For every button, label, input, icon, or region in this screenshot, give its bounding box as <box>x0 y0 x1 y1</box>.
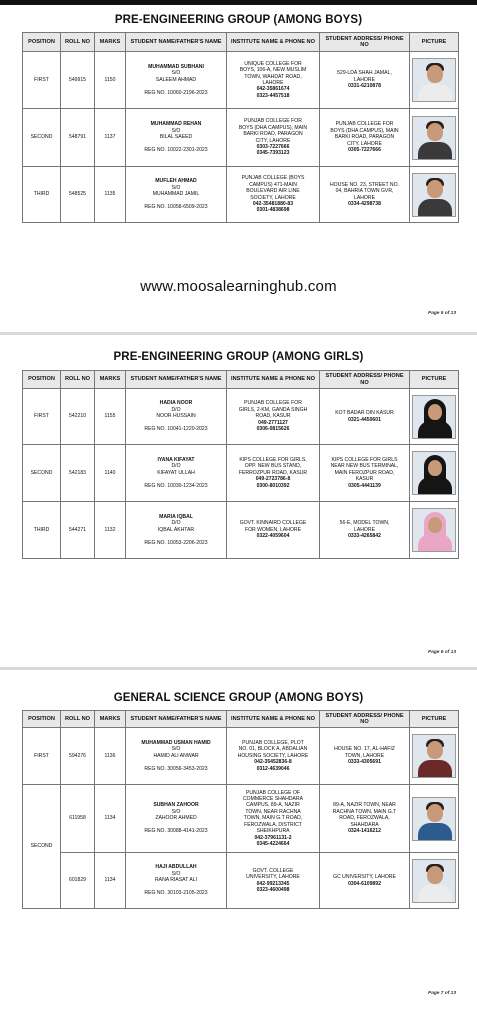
page-pre-engineering-boys <box>0 5 477 332</box>
institute-line: FEROZWALA, DISTRICT <box>244 821 302 828</box>
page-number: Page 6 of 13 <box>428 650 456 655</box>
page-number: Page 7 of 13 <box>428 991 456 996</box>
table-row <box>23 52 459 109</box>
registration-no: REG NO. 10041-1220-2023 <box>144 426 208 433</box>
address-line: MAIN FEROZPUR ROAD, <box>334 469 395 476</box>
picture-cell <box>410 109 459 167</box>
institute-line: BOULEVARD AIR LINE <box>246 188 300 195</box>
section-title: GENERAL SCIENCE GROUP (AMONG BOYS) <box>113 692 364 704</box>
student-photo <box>412 173 456 217</box>
institute-line: COMMERCE SHAHDARA <box>243 796 303 803</box>
position-cell: THIRD <box>23 502 61 559</box>
institute-line: SOCIETY, LAHORE <box>250 194 296 201</box>
roll-cell: 601829 <box>61 853 95 909</box>
header-roll-no: ROLL NO <box>61 33 95 52</box>
table-row <box>23 445 459 502</box>
student-cell <box>126 109 227 167</box>
relation: S/O <box>171 870 181 877</box>
position-cell: FIRST <box>23 728 61 785</box>
position-cell: THIRD <box>23 167 61 223</box>
institute-phone: 0322-4059604 <box>256 533 290 540</box>
header-marks: MARKS <box>95 711 126 728</box>
relation: S/O <box>171 184 181 191</box>
roll-cell: 548525 <box>61 167 95 223</box>
father-name: RANA RIASAT ALI <box>155 877 197 883</box>
institute-phone: 049-2723786-8 <box>255 476 291 483</box>
marks-cell: 1155 <box>95 389 126 445</box>
institute-line: PUNJAB COLLEGE FOR <box>244 400 302 407</box>
student-phone: 0331-6210878 <box>348 83 381 90</box>
institute-phone: 042-35861674 <box>256 86 290 93</box>
table-header-row <box>23 33 459 52</box>
header-picture: PICTURE <box>410 33 459 52</box>
position-cell: SECOND <box>23 785 61 909</box>
results-table <box>22 710 459 909</box>
relation: S/O <box>171 70 181 77</box>
relation: D/O <box>171 463 181 470</box>
address-line: 89-A, NAZIR TOWN, NEAR <box>333 802 396 809</box>
institute-cell <box>227 389 320 445</box>
registration-no: REG NO. 10022-2301-2023 <box>144 147 208 154</box>
institute-line: FOR WOMEN, LAHORE <box>244 526 302 533</box>
institute-line: KIPS COLLEGE FOR GIRLS, <box>239 456 307 463</box>
student-cell <box>126 728 227 785</box>
table-row <box>23 785 459 853</box>
page-pre-engineering-girls <box>0 335 477 667</box>
registration-no: REG NO. 10058-6509-2023 <box>144 204 208 211</box>
student-phone: 0305-4441139 <box>348 482 381 489</box>
position-cell: FIRST <box>23 389 61 445</box>
marks-cell: 1140 <box>95 445 126 502</box>
father-name: SALEEM AHMAD <box>155 76 197 83</box>
picture-cell <box>410 502 459 559</box>
marks-cell: 1135 <box>95 167 126 223</box>
address-line: GC UNIVERSITY, LAHORE <box>333 874 396 881</box>
registration-no: REG NO. 10060-2196-2023 <box>144 89 208 96</box>
institute-phone: 042-99213345 <box>256 880 290 887</box>
institute-cell <box>227 502 320 559</box>
table-row <box>23 389 459 445</box>
institute-line: BARKI ROAD, PARAGON <box>243 131 303 138</box>
table-row <box>23 728 459 785</box>
table-header-row <box>23 371 459 389</box>
page-general-science-boys <box>0 670 477 1024</box>
institute-line: CAMPUS, 89-A, NAZIR <box>246 802 300 809</box>
address-line: RACHNA TOWN, MAIN G.T <box>332 808 397 815</box>
roll-cell: 548791 <box>61 109 95 167</box>
student-name: MARIA IQBAL <box>159 513 193 520</box>
roll-cell: 594276 <box>61 728 95 785</box>
institute-line: OPP. NEW BUS STAND, <box>244 463 302 470</box>
institute-line: HOUSING SOCIETY, LAHORE <box>237 752 309 759</box>
father-name: ZAHOOR AHMED <box>155 815 197 821</box>
student-photo <box>412 395 456 439</box>
marks-cell: 1134 <box>95 785 126 853</box>
position-cell: FIRST <box>23 52 61 109</box>
address-line: HOUSE NO. 17, AL-HAFIZ <box>334 746 395 753</box>
position-cell: SECOND <box>23 445 61 502</box>
institute-phone: 042-37961131-2 <box>254 834 292 841</box>
address-line: NEAR NEW BUS TERMINAL, <box>330 463 399 470</box>
institute-cell <box>227 167 320 223</box>
address-line: KASUR <box>355 476 374 483</box>
header-address: STUDENT ADDRESS/ PHONE NO <box>320 711 410 728</box>
institute-phone: 0323-4600498 <box>256 886 290 893</box>
student-photo <box>412 58 456 102</box>
institute-line: CAMPUS) 471-MAIN <box>249 181 297 188</box>
institute-line: PUNJAB COLLEGE, PLOT <box>242 739 304 746</box>
student-photo <box>412 859 456 903</box>
roll-cell: 549915 <box>61 52 95 109</box>
marks-cell: 1134 <box>95 853 126 909</box>
student-photo <box>412 451 456 495</box>
header-address: STUDENT ADDRESS/ PHONE NO <box>320 371 410 389</box>
relation: D/O <box>171 520 181 527</box>
address-line: LAHORE <box>354 526 375 533</box>
student-photo <box>412 797 456 841</box>
institute-cell <box>227 109 320 167</box>
student-phone: 0321-4450601 <box>348 416 381 423</box>
roll-cell: 544271 <box>61 502 95 559</box>
father-name: MUHAMMAD JAMIL <box>152 191 200 197</box>
header-position: POSITION <box>23 33 61 52</box>
institute-line: TOWN, MAIN G.T ROAD, <box>243 815 303 822</box>
address-cell <box>320 109 410 167</box>
results-table <box>22 370 459 559</box>
father-name: NOOR HUSSAIN <box>156 413 196 419</box>
website-url: www.moosalearninghub.com <box>140 278 337 295</box>
roll-cell: 542183 <box>61 445 95 502</box>
address-line: 529-LDA SHAH JAMAL, <box>337 70 392 77</box>
header-student-name: STUDENT NAME/FATHER'S NAME <box>126 33 227 52</box>
section-title: PRE-ENGINEERING GROUP (AMONG BOYS) <box>114 14 363 26</box>
address-line: 56-E, MODEL TOWN, <box>339 520 390 527</box>
student-phone: 0333-4265842 <box>348 533 381 540</box>
registration-no: REG NO. 30088-4141-2023 <box>144 828 208 835</box>
student-name: IYANA KIFAYAT <box>157 456 195 463</box>
address-line: 04, BAHRIA TOWN GVR, <box>335 188 394 195</box>
student-phone: 0304-6109892 <box>348 880 381 887</box>
page-number: Page 5 of 13 <box>428 311 456 316</box>
institute-phone: 0303-7227666 <box>256 143 290 150</box>
father-name: IQBAL AKHTAR <box>157 526 195 533</box>
institute-phone: 0323-4457518 <box>256 92 290 99</box>
position-cell: SECOND <box>23 109 61 167</box>
roll-cell: 611958 <box>61 785 95 853</box>
institute-cell <box>227 728 320 785</box>
picture-cell <box>410 785 459 853</box>
student-phone: 0324-1416212 <box>348 828 381 835</box>
institute-phone: 0345-4224664 <box>256 840 290 847</box>
institute-cell <box>227 853 320 909</box>
institute-line: UNIQUE COLLEGE FOR <box>244 60 302 67</box>
address-cell <box>320 445 410 502</box>
student-photo <box>412 116 456 160</box>
section-title: PRE-ENGINEERING GROUP (AMONG GIRLS) <box>113 351 364 363</box>
header-marks: MARKS <box>95 371 126 389</box>
address-cell <box>320 502 410 559</box>
institute-line: PUNJAB COLLEGE OF <box>245 789 301 796</box>
header-picture: PICTURE <box>410 711 459 728</box>
header-picture: PICTURE <box>410 371 459 389</box>
registration-no: REG NO. 10053-2206-2023 <box>144 539 208 546</box>
student-cell <box>126 502 227 559</box>
student-cell <box>126 52 227 109</box>
student-phone: 0334-4298738 <box>348 200 381 207</box>
address-line: CITY, LAHORE <box>347 140 382 147</box>
picture-cell <box>410 389 459 445</box>
father-name: BILAL SAEED <box>159 134 193 140</box>
marks-cell: 1132 <box>95 502 126 559</box>
student-name: SUBHAN ZAHOOR <box>153 802 199 809</box>
institute-phone: 042-35481880-83 <box>252 200 294 207</box>
relation: S/O <box>171 127 181 134</box>
student-name: HADIA NOOR <box>159 400 193 407</box>
relation: S/O <box>171 808 181 815</box>
header-position: POSITION <box>23 711 61 728</box>
institute-phone: 0306-0815626 <box>256 426 290 433</box>
address-cell <box>320 52 410 109</box>
picture-cell <box>410 52 459 109</box>
student-cell <box>126 167 227 223</box>
student-cell <box>126 853 227 909</box>
student-name: MUHAMMAD USMAN HAMID <box>141 739 211 746</box>
picture-cell <box>410 853 459 909</box>
institute-phone: 0300-8010392 <box>256 482 290 489</box>
header-position: POSITION <box>23 371 61 389</box>
results-table <box>22 32 459 223</box>
address-cell <box>320 853 410 909</box>
student-name: MUHAMMAD REHAN <box>150 121 202 128</box>
picture-cell <box>410 728 459 785</box>
address-line: TOWN, LAHORE <box>344 752 385 759</box>
table-row <box>23 853 459 909</box>
header-address: STUDENT ADDRESS/ PHONE NO <box>320 33 410 52</box>
header-institute: INSTITUTE NAME & PHONE NO <box>227 33 320 52</box>
table-header-row <box>23 711 459 728</box>
institute-phone: 0345-7393123 <box>256 150 290 157</box>
student-cell <box>126 785 227 853</box>
institute-line: LAHORE <box>262 80 284 86</box>
address-cell <box>320 389 410 445</box>
address-line: ROAD, FEROZWALA, <box>339 815 390 822</box>
registration-no: REG NO. 30056-3453-2023 <box>144 765 208 772</box>
student-cell <box>126 445 227 502</box>
marks-cell: 1150 <box>95 52 126 109</box>
marks-cell: 1137 <box>95 109 126 167</box>
address-cell <box>320 785 410 853</box>
address-line: LAHORE <box>354 76 375 83</box>
table-row <box>23 109 459 167</box>
header-student-name: STUDENT NAME/FATHER'S NAME <box>126 711 227 728</box>
institute-cell <box>227 785 320 853</box>
student-photo <box>412 508 456 552</box>
address-line: SHAHDARA <box>350 821 379 828</box>
header-student-name: STUDENT NAME/FATHER'S NAME <box>126 371 227 389</box>
father-name: HAMID ALI ANWAR <box>153 752 199 759</box>
institute-phone: 0312-4639046 <box>256 765 290 772</box>
institute-phone: 049-2771127 <box>258 419 288 426</box>
relation: D/O <box>171 406 181 413</box>
institute-line: GOVT. KINNAIRD COLLEGE <box>239 520 307 527</box>
picture-cell <box>410 167 459 223</box>
student-cell <box>126 389 227 445</box>
header-institute: INSTITUTE NAME & PHONE NO <box>227 371 320 389</box>
header-marks: MARKS <box>95 33 126 52</box>
student-name: HAJI ABDULLAH <box>155 864 197 871</box>
address-line: BOYS (DHA CAMPUS), MAIN <box>330 127 399 134</box>
table-row <box>23 502 459 559</box>
institute-cell <box>227 445 320 502</box>
student-name: MUHAMMAD SUBHANI <box>148 63 204 70</box>
address-line: BARKI ROAD, PARAGON <box>334 134 395 141</box>
institute-line: PUNJAB COLLEGE (BOYS <box>241 175 305 182</box>
institute-line: CITY, LAHORE <box>255 137 291 144</box>
institute-line: BOYS, 106-A, NEW MUSLIM <box>239 67 307 74</box>
registration-no: REG NO. 30103-2105-2023 <box>144 890 208 897</box>
institute-line: SHEIKHPURA <box>256 828 290 835</box>
student-phone: 0333-4305691 <box>348 759 381 766</box>
father-name: KIFAYAT ULLAH <box>157 469 195 476</box>
institute-phone: 042-35452836-8 <box>254 759 292 766</box>
institute-line: TOWN, WAHDAT ROAD, <box>244 73 302 80</box>
institute-line: UNIVERSITY, LAHORE <box>246 874 300 881</box>
marks-cell: 1136 <box>95 728 126 785</box>
roll-cell: 542210 <box>61 389 95 445</box>
address-line: LAHORE <box>354 194 375 201</box>
student-photo <box>412 734 456 778</box>
header-roll-no: ROLL NO <box>61 711 95 728</box>
institute-phone: 0301-4838698 <box>256 207 290 214</box>
institute-cell <box>227 52 320 109</box>
institute-line: PUNJAB COLLEGE FOR <box>244 118 302 125</box>
address-line: PUNJAB COLLEGE FOR <box>335 121 394 128</box>
registration-no: REG NO. 10030-1234-2023 <box>144 482 208 489</box>
student-name: MUFLEH AHMAD <box>155 178 197 185</box>
institute-line: ROAD, KASUR <box>255 413 291 420</box>
student-phone: 0305-7227666 <box>348 147 381 154</box>
address-line: HOUSE NO. 23, STREET NO. <box>330 181 399 188</box>
institute-line: GIRLS, 2-KM, GANDA SINGH <box>238 406 308 413</box>
header-roll-no: ROLL NO <box>61 371 95 389</box>
picture-cell <box>410 445 459 502</box>
institute-line: TOWN, NEAR RACHNA <box>245 808 301 815</box>
address-line: KOT BADAR DIN KASUR <box>335 410 394 417</box>
relation: S/O <box>171 746 181 753</box>
institute-line: BOYS (DHA CAMPUS), MAIN <box>238 124 308 131</box>
address-cell <box>320 167 410 223</box>
institute-line: FERROZPUR ROAD, KASUR <box>238 469 308 476</box>
header-institute: INSTITUTE NAME & PHONE NO <box>227 711 320 728</box>
table-row <box>23 167 459 223</box>
institute-line: GOVT. COLLEGE <box>252 867 294 874</box>
address-cell <box>320 728 410 785</box>
institute-line: NO. 01, BLOCK A, ABDALIAN <box>238 746 308 753</box>
address-line: KIPS COLLEGE FOR GIRLS <box>331 456 398 463</box>
